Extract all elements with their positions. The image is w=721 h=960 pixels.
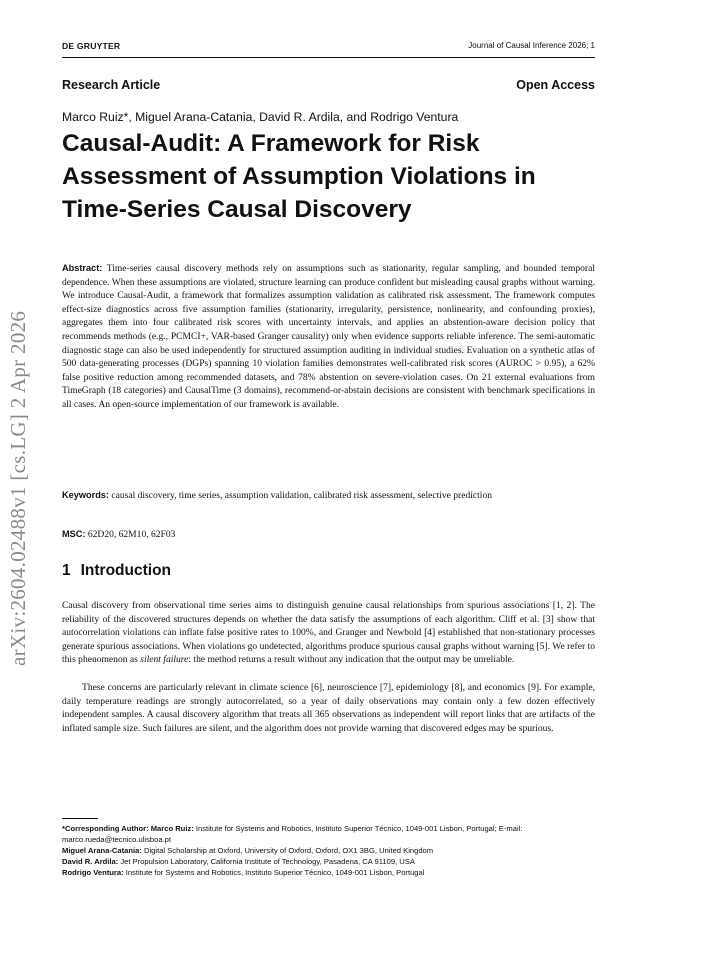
- footnote-label: David R. Ardila:: [62, 857, 119, 867]
- footnote-item: [62, 856, 595, 867]
- intro-p1-text-b: : the method returns a result without any indication that the output may be unreliable.: [188, 654, 515, 666]
- footnote-label: Rodrigo Ventura:: [62, 868, 124, 878]
- intro-paragraph-2: These concerns are particularly relevant in climate science [6], neuroscience [7], epidemiology [8], and economics [9]. For example, daily temperature readings are strongly autocorrelated, so a year of daily observations may contain only a few dozen effectively independent samples. A causal discovery algorithm that treats all 365 observations as independent will report links that are artifacts of the inflated sample size. Such failures are silent, and the algorithm does not provide warning that discovered edges may be spurious.: [62, 682, 595, 734]
- intro-paragraph-1: [62, 599, 595, 667]
- section-title: Introduction: [80, 562, 172, 579]
- article-type: Research Article: [62, 78, 161, 92]
- publisher-name: DE GRUYTER: [62, 41, 121, 51]
- running-header: [62, 40, 595, 58]
- footnote-text: Institute for Systems and Robotics, Instituto Superior Técnico, 1049-001 Lisbon, Portugal; E-mail: marco.rueda@tecnico.ulisboa.pt: [62, 824, 523, 845]
- footnote-label: Miguel Arana-Catania:: [62, 846, 142, 856]
- abstract-text: Time-series causal discovery methods rely on assumptions such as stationarity, regular sampling, and bounded temporal dependence. When these assumptions are violated, structure learning can produce confident but misleading causal graphs without warning. We introduce Causal-Audit, a framework that formalizes assumption validation as calibrated risk assessment. The framework computes effect-size diagnostics across five assumption families (stationarity, irregularity, persistence, nonlinearity, and confounding proxies), aggregates them into four calibrated risk scores with uncertainty intervals, and applies an abstention-aware decision policy that recommends methods (e.g., PCMCI+, VAR-based Granger causality) only when evidence supports reliable inference. The semi-automatic diagnostic stage can also be used independently for structured assumption auditing in individual studies. Evaluation on a synthetic atlas of 500 data-generating processes (DGPs) spanning 10 violation families demonstrates well-calibrated risk scores (AUROC > 0.95), a 62% false positive reduction among recommended datasets, and 78% abstention on severe-violation cases. On 21 external evaluations from TimeGraph (18 categories) and CausalTime (3 domains), recommend-or-abstain decisions are consistent with benchmark specifications in all cases. An open-source implementation of our framework is available.: [62, 263, 596, 410]
- footnote-item: [62, 845, 595, 856]
- section-heading: [62, 562, 171, 580]
- open-access-label: Open Access: [516, 78, 595, 92]
- footnote-item: [62, 867, 595, 878]
- footnote-text: Institute for Systems and Robotics, Instituto Superior Técnico, 1049-001 Lisbon, Portugal: [123, 868, 425, 878]
- keywords-text: causal discovery, time series, assumption validation, calibrated risk assessment, selective prediction: [111, 490, 492, 501]
- paper-title: Causal-Audit: A Framework for Risk Assessment of Assumption Violations in Time-Series Causal Discovery: [62, 130, 536, 223]
- msc-text: 62D20, 62M10, 62F03: [87, 529, 176, 540]
- footnote-text: Jet Propulsion Laboratory, California Institute of Technology, Pasadena, CA 91109, USA: [118, 857, 415, 867]
- keywords-label: Keywords:: [62, 490, 109, 500]
- arxiv-identifier[interactable]: arXiv:2604.02488v1 [cs.LG] 2 Apr 2026: [6, 310, 30, 666]
- footnote-label: *Corresponding Author: Marco Ruiz:: [62, 824, 194, 833]
- intro-p1-emphasis: silent failure: [140, 654, 189, 666]
- footnote-text: Digital Scholarship at Oxford, University of Oxford, Oxford, OX1 3BG, United Kingdom: [141, 846, 434, 856]
- abstract: [62, 262, 595, 412]
- author-footnotes: [62, 823, 595, 878]
- author-list: Marco Ruiz*, Miguel Arana-Catania, David R. Ardila, and Rodrigo Ventura: [62, 110, 459, 124]
- footnote-item: [62, 823, 595, 845]
- intro-p1-text-a: Causal discovery from observational time series aims to distinguish genuine causal relationships from spurious associations [1, 2]. The reliability of the discovered structures depends on whether the data satisfy the assumptions of each algorithm. Cliff et al. [3] show that autocorrelation violations can inflate false positive rates to 100%, and Granger and Newbold [4] established that non-stationary processes generate spurious associations. When violations go undetected, algorithms produce spurious causal graphs without warning [5]. We refer to this phenomenon as: [62, 600, 595, 666]
- msc-label: MSC:: [62, 529, 86, 539]
- keywords: [62, 489, 595, 503]
- msc-codes: [62, 528, 595, 542]
- abstract-label: Abstract:: [62, 263, 103, 273]
- section-number: 1: [62, 562, 71, 579]
- footnote-rule: [62, 818, 98, 819]
- journal-citation: Journal of Causal Inference 2026; 1: [468, 41, 595, 50]
